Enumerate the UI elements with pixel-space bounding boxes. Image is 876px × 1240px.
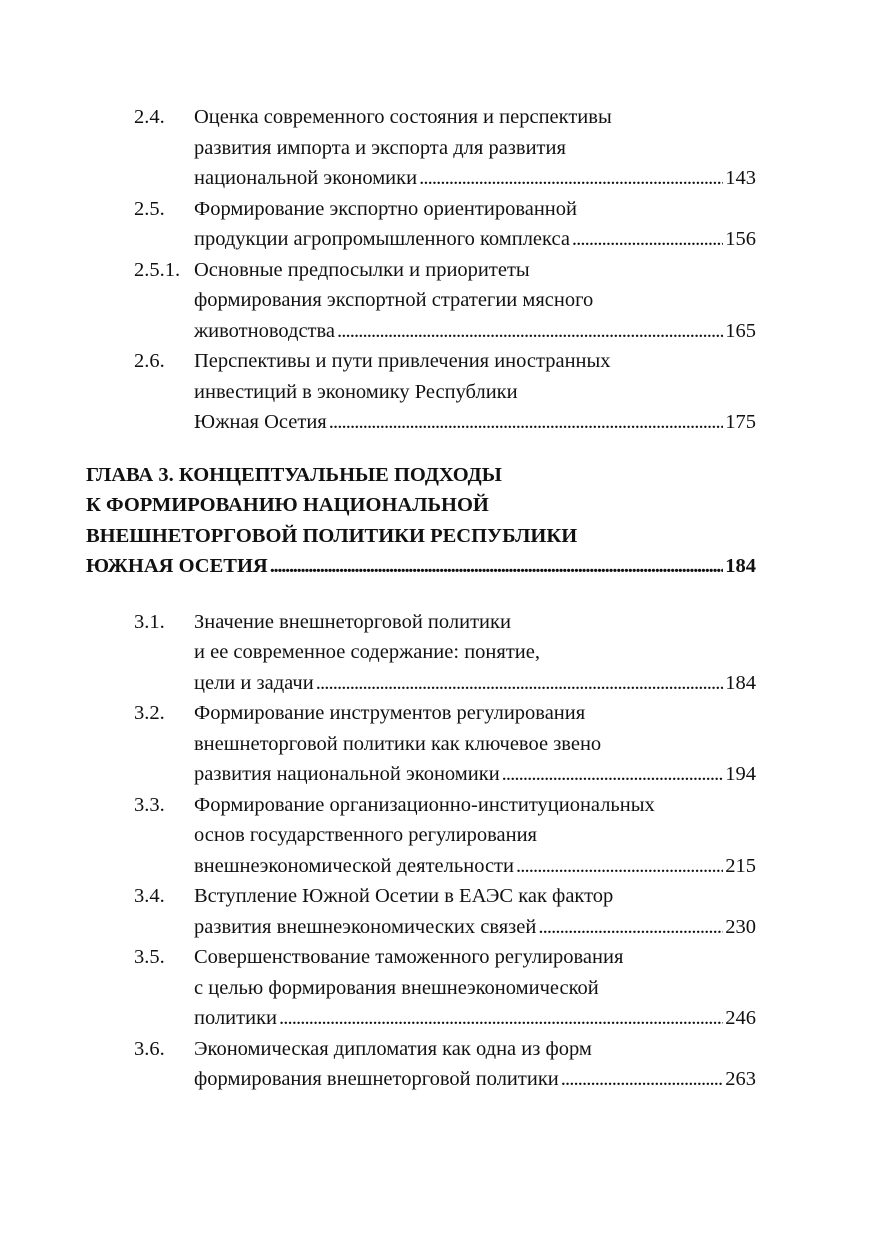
title-line: Оценка современного состояния и перспективы [194, 106, 612, 128]
title-line: цели и задачи [194, 671, 314, 694]
title-line: основ государственного регулирования [194, 824, 537, 846]
dot-leader [502, 759, 724, 790]
section-number: 3.4. [134, 885, 165, 907]
chapter-title-line: ВНЕШНЕТОРГОВОЙ ПОЛИТИКИ РЕСПУБЛИКИ [86, 524, 578, 547]
page-number: 230 [725, 915, 756, 938]
title-line: внешнеторговой политики как ключевое звено [194, 732, 602, 755]
dot-leader [316, 668, 724, 699]
title-last-line [194, 851, 756, 882]
table-of-contents [86, 102, 756, 1095]
dot-leader [538, 912, 723, 943]
toc-entry [86, 194, 756, 255]
dot-leader [337, 316, 723, 347]
section-number: 2.5.1. [134, 258, 181, 281]
title-line: развития национальной экономики [194, 763, 500, 785]
dot-leader [516, 851, 723, 882]
chapter-title-line: К ФОРМИРОВАНИЮ НАЦИОНАЛЬНОЙ [86, 494, 489, 516]
title-line: Перспективы и пути привлечения иностранных [194, 350, 611, 372]
entry-title [194, 942, 756, 1034]
toc-entry [86, 346, 756, 438]
dot-leader [561, 1064, 723, 1095]
entry-title [194, 346, 756, 438]
section-number: 2.6. [134, 350, 165, 372]
title-line: Формирование экспортно ориентированной [194, 197, 577, 220]
section-number: 3.2. [134, 702, 165, 724]
page-number: 246 [725, 1007, 756, 1029]
toc-entry [86, 607, 756, 699]
title-line: Экономическая дипломатия как одна из форм [194, 1037, 592, 1060]
sections-group-chapter-2 [86, 102, 756, 438]
title-line: и ее современное содержание: понятие, [194, 641, 540, 663]
toc-entry [86, 881, 756, 942]
title-line: формирования экспортной стратегии мясного [194, 289, 594, 311]
dot-leader [270, 551, 724, 582]
title-line: политики [194, 1007, 278, 1029]
title-last-line [194, 163, 756, 194]
sections-group-chapter-3 [86, 607, 756, 1095]
entry-title [194, 881, 756, 942]
title-last-line [194, 1064, 756, 1095]
title-last-line [194, 224, 756, 255]
entry-title [194, 102, 756, 194]
entry-title [194, 194, 756, 255]
page-number: 156 [725, 228, 756, 250]
title-line: Формирование организационно-институциональных [194, 793, 655, 816]
title-line: Совершенствование таможенного регулирования [194, 946, 624, 968]
toc-entry [86, 255, 756, 347]
entry-title [194, 607, 756, 699]
title-line: животноводства [194, 319, 336, 342]
page-number: 263 [725, 1068, 756, 1090]
toc-entry [86, 1034, 756, 1095]
title-line: формирования внешнеторговой политики [194, 1068, 559, 1090]
section-number: 3.3. [134, 793, 165, 816]
dot-leader [329, 407, 724, 438]
entry-title [194, 255, 756, 347]
toc-entry [86, 102, 756, 194]
page-number: 184 [725, 671, 756, 694]
chapter-title-line: ЮЖНАЯ ОСЕТИЯ [86, 555, 268, 577]
title-line: развития внешнеэкономических связей [194, 915, 537, 938]
section-number: 3.1. [134, 610, 165, 633]
title-line: развития импорта и экспорта для развития [194, 136, 566, 159]
title-last-line [194, 316, 756, 347]
page-number: 194 [725, 763, 756, 785]
entry-title [194, 698, 756, 790]
section-number: 3.6. [134, 1037, 165, 1060]
title-last-line [194, 1003, 756, 1034]
title-line: Южная Осетия [194, 411, 327, 433]
page-number: 215 [725, 854, 756, 877]
dot-leader [279, 1003, 723, 1034]
chapter-3-heading [86, 460, 756, 582]
title-line: Значение внешнеторговой политики [194, 610, 511, 633]
page-number: 165 [725, 319, 756, 342]
section-number: 2.4. [134, 106, 165, 128]
title-last-line [194, 912, 756, 943]
chapter-page-number: 184 [725, 555, 756, 577]
title-line: Формирование инструментов регулирования [194, 702, 586, 724]
title-line: инвестиций в экономику Республики [194, 380, 518, 403]
title-last-line [194, 759, 756, 790]
title-line: Основные предпосылки и приоритеты [194, 258, 530, 281]
dot-leader [419, 163, 723, 194]
toc-entry [86, 790, 756, 882]
title-line: Вступление Южной Осетии в ЕАЭС как фактор [194, 885, 614, 907]
chapter-title-last-line [86, 551, 756, 582]
title-line: с целью формирования внешнеэкономической [194, 976, 599, 999]
title-line: внешнеэкономической деятельности [194, 854, 514, 877]
title-last-line [194, 668, 756, 699]
dot-leader [572, 224, 723, 255]
toc-entry [86, 942, 756, 1034]
entry-title [194, 790, 756, 882]
title-last-line [194, 407, 756, 438]
section-number: 3.5. [134, 946, 165, 968]
entry-title [194, 1034, 756, 1095]
title-line: национальной экономики [194, 167, 418, 189]
section-number: 2.5. [134, 197, 165, 220]
page-number: 143 [725, 167, 756, 189]
title-line: продукции агропромышленного комплекса [194, 228, 570, 250]
page-number: 175 [725, 411, 756, 433]
toc-entry [86, 698, 756, 790]
chapter-title-line: ГЛАВА 3. КОНЦЕПТУАЛЬНЫЕ ПОДХОДЫ [86, 463, 502, 486]
